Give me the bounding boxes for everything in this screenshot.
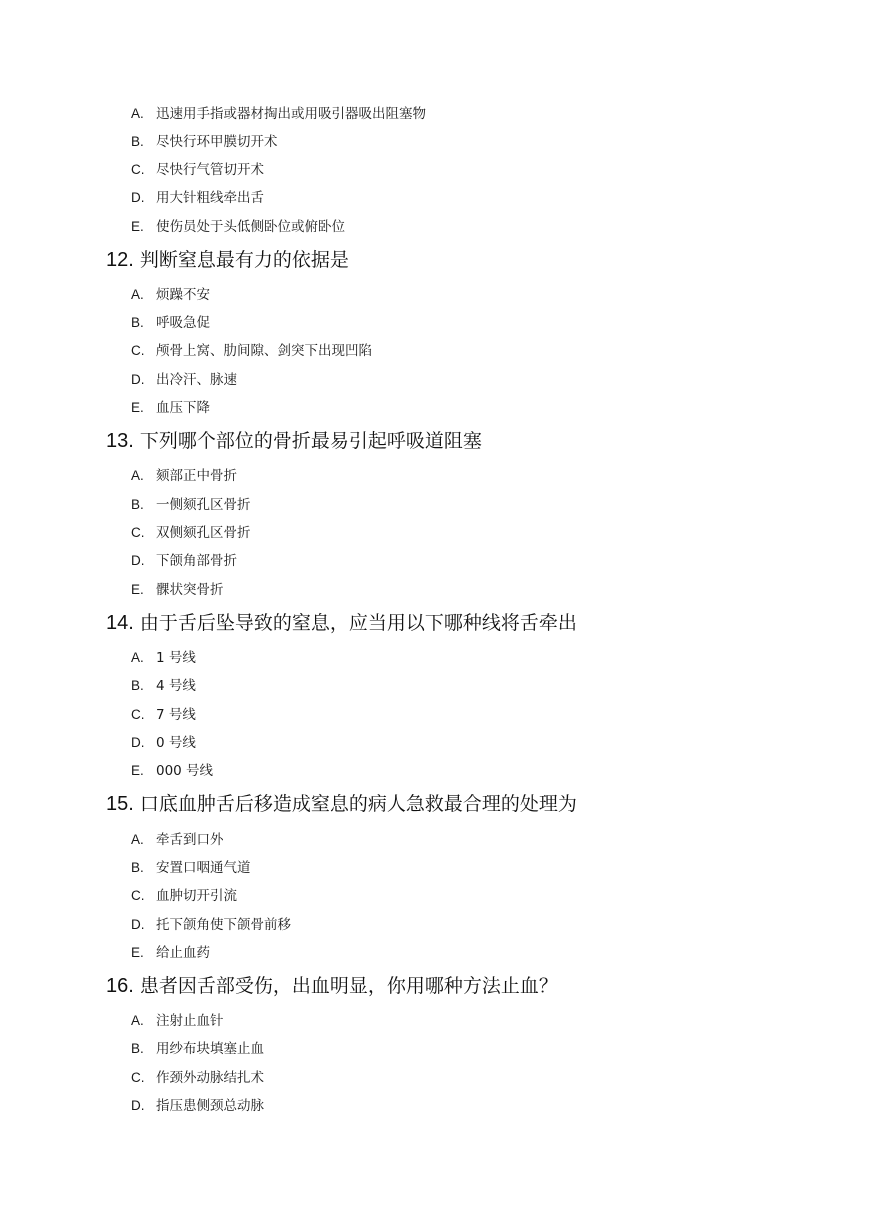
option-c (131, 340, 372, 362)
option-e (131, 579, 224, 601)
option-text: 注射止血针 (156, 1013, 224, 1029)
question-text: 患者因舌部受伤，出血明显，你用哪种方法止血？ (139, 975, 558, 997)
option-letter: B. (131, 1041, 144, 1056)
option-text: 颏部正中骨折 (156, 468, 237, 484)
option-letter: B. (131, 497, 144, 512)
option-letter: D. (131, 1098, 145, 1113)
question-text: 判断窒息最有力的依据是 (139, 249, 349, 271)
option-letter: C. (131, 1070, 145, 1085)
option-text: 7 号线 (156, 707, 196, 723)
question-number: 15. (106, 793, 134, 815)
option-letter: C. (131, 707, 145, 722)
option-text: 用大针粗线牵出舌 (156, 190, 264, 206)
option-letter: E. (131, 219, 144, 234)
question-number: 16. (106, 975, 134, 997)
question-title (106, 971, 558, 1001)
option-letter: C. (131, 888, 145, 903)
option-text: 用纱布块填塞止血 (156, 1041, 264, 1057)
option-letter: A. (131, 650, 144, 665)
option-a (131, 284, 210, 306)
option-letter: D. (131, 190, 145, 205)
option-text: 给止血药 (156, 945, 210, 961)
option-text: 0 号线 (156, 735, 196, 751)
option-text: 尽快行气管切开术 (156, 162, 264, 178)
option-text: 安置口咽通气道 (156, 860, 251, 876)
option-c (131, 1067, 264, 1089)
option-b (131, 131, 278, 153)
question-title (106, 245, 349, 275)
question-text: 下列哪个部位的骨折最易引起呼吸道阻塞 (139, 430, 482, 452)
question-text: 口底血肿舌后移造成窒息的病人急救最合理的处理为 (139, 793, 577, 815)
option-e (131, 942, 210, 964)
option-text: 髁状突骨折 (156, 582, 224, 598)
option-letter: A. (131, 106, 144, 121)
option-text: 下颌角部骨折 (156, 553, 237, 569)
option-d (131, 369, 237, 391)
option-b (131, 312, 210, 334)
option-letter: B. (131, 315, 144, 330)
question-number: 13. (106, 430, 134, 452)
option-d (131, 732, 196, 754)
option-letter: D. (131, 553, 145, 568)
option-a (131, 103, 426, 125)
option-d (131, 550, 237, 572)
option-letter: E. (131, 400, 144, 415)
option-letter: C. (131, 162, 145, 177)
option-e (131, 216, 345, 238)
option-text: 出冷汗、脉速 (156, 372, 237, 388)
option-b (131, 494, 251, 516)
option-c (131, 885, 237, 907)
option-text: 迅速用手指或器材掏出或用吸引器吸出阻塞物 (156, 106, 426, 122)
option-d (131, 914, 291, 936)
option-letter: C. (131, 343, 145, 358)
question-title (106, 426, 482, 456)
option-text: 牵舌到口外 (156, 832, 224, 848)
option-text: 指压患侧颈总动脉 (156, 1098, 264, 1114)
option-text: 血肿切开引流 (156, 888, 237, 904)
option-b (131, 675, 196, 697)
option-text: 4 号线 (156, 678, 196, 694)
option-text: 烦躁不安 (156, 287, 210, 303)
option-letter: A. (131, 832, 144, 847)
option-text: 尽快行环甲膜切开术 (156, 134, 278, 150)
option-text: 血压下降 (156, 400, 210, 416)
option-letter: E. (131, 582, 144, 597)
option-e (131, 760, 213, 782)
option-letter: E. (131, 945, 144, 960)
option-letter: B. (131, 134, 144, 149)
option-text: 颅骨上窝、肋间隙、剑突下出现凹陷 (156, 343, 372, 359)
option-letter: B. (131, 860, 144, 875)
option-letter: D. (131, 917, 145, 932)
question-title (106, 789, 577, 819)
option-e (131, 397, 210, 419)
option-text: 双侧颏孔区骨折 (156, 525, 251, 541)
option-letter: A. (131, 1013, 144, 1028)
option-letter: C. (131, 525, 145, 540)
option-text: 托下颌角使下颌骨前移 (156, 917, 291, 933)
option-text: 一侧颏孔区骨折 (156, 497, 251, 513)
option-b (131, 857, 251, 879)
option-a (131, 465, 237, 487)
option-d (131, 187, 264, 209)
option-letter: A. (131, 287, 144, 302)
question-text: 由于舌后坠导致的窒息，应当用以下哪种线将舌牵出 (139, 612, 577, 634)
option-letter: D. (131, 735, 145, 750)
option-b (131, 1038, 264, 1060)
option-text: 000 号线 (156, 763, 214, 779)
option-c (131, 159, 264, 181)
option-c (131, 522, 251, 544)
option-letter: A. (131, 468, 144, 483)
option-letter: D. (131, 372, 145, 387)
option-text: 使伤员处于头低侧卧位或俯卧位 (156, 219, 345, 235)
option-a (131, 829, 224, 851)
option-text: 作颈外动脉结扎术 (156, 1070, 264, 1086)
option-a (131, 647, 196, 669)
option-text: 呼吸急促 (156, 315, 210, 331)
question-number: 12. (106, 249, 134, 271)
question-number: 14. (106, 612, 134, 634)
option-c (131, 704, 196, 726)
option-a (131, 1010, 224, 1032)
option-d (131, 1095, 264, 1117)
option-letter: E. (131, 763, 144, 778)
option-text: 1 号线 (156, 650, 196, 666)
option-letter: B. (131, 678, 144, 693)
question-title (106, 608, 577, 638)
